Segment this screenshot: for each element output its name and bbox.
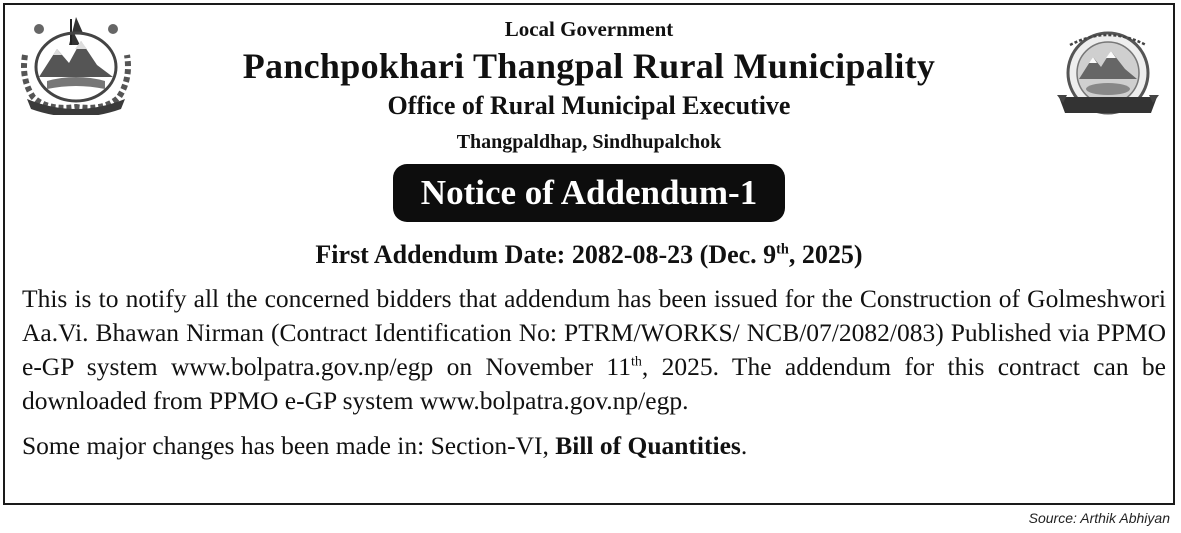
notice-frame <box>3 3 1175 505</box>
notice-title-wrap <box>5 164 1173 222</box>
date-ad-prefix: (Dec. 9 <box>699 240 777 269</box>
date-ad-suffix: , 2025) <box>788 240 863 269</box>
office-address: Thangpaldhap, Sindhupalchok <box>456 131 722 153</box>
source-credit: Source: Arthik Abhiyan <box>1028 510 1170 526</box>
para1-sup: th <box>630 354 642 370</box>
para1-text-b: , 2025. The addendum for this contract can be downloaded from PPMO e-GP system www.bolpatra.gov.np/egp. <box>22 352 1166 415</box>
body-paragraph-2 <box>22 429 1166 463</box>
bill-of-quantities: Bill of Quantities <box>555 431 741 460</box>
notice-body <box>22 282 1166 463</box>
para2-end: . <box>740 431 748 460</box>
body-paragraph-1 <box>22 282 1166 418</box>
local-government-label: Local Government <box>504 17 674 41</box>
para1-text-a: This is to notify all the concerned bidders that addendum has been issued for the Construction of Golmeshwori Aa.Vi. Bhawan Nirman (Contract Identification No: PTRM/WORKS/ NCB/07/2082/083) Published via PPMO e-GP system www.bolpatra.gov.np/egp on November 11 <box>22 284 1166 381</box>
para2-text: Some major changes has been made in: Section-VI, <box>22 431 556 460</box>
addendum-date-line <box>5 240 1173 270</box>
date-label: First Addendum Date: <box>315 240 566 269</box>
date-bs: 2082-08-23 <box>571 240 694 269</box>
municipality-name: Panchpokhari Thangpal Rural Municipality <box>242 46 936 86</box>
notice-title: Notice of Addendum-1 <box>393 164 785 222</box>
date-ad-sup: th <box>776 241 789 258</box>
office-name: Office of Rural Municipal Executive <box>387 91 791 120</box>
